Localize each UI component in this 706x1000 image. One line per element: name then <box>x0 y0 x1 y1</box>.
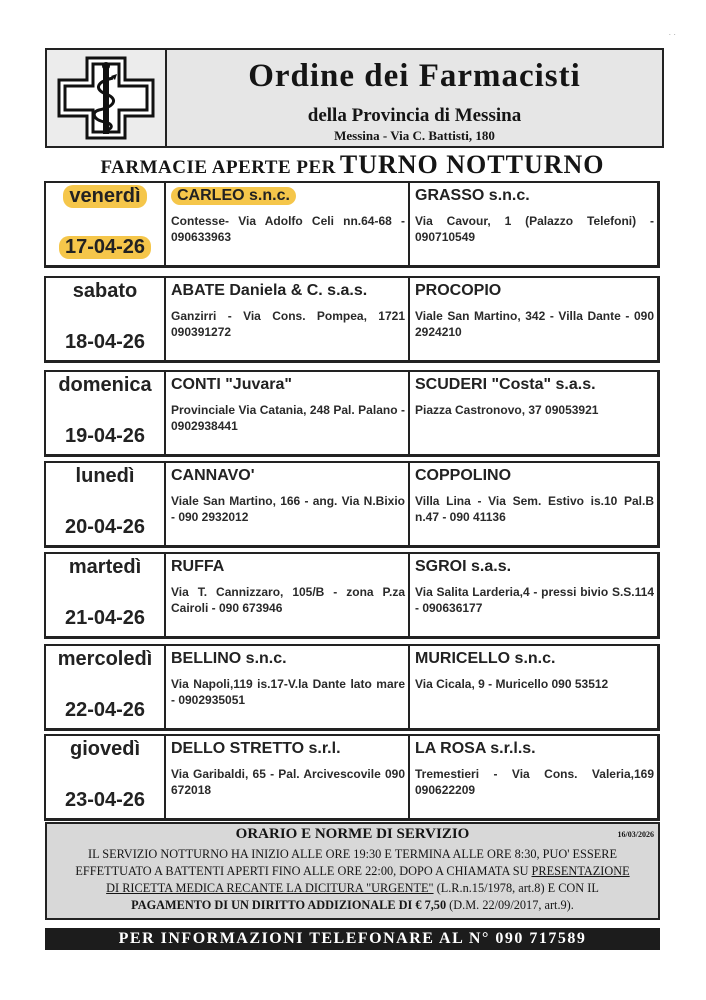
day-row <box>44 644 660 731</box>
heading-prefix: FARMACIE APERTE PER <box>100 157 336 178</box>
rules-date: 16/03/2026 <box>617 830 654 839</box>
day-name: domenica <box>58 374 152 396</box>
service-rules <box>45 822 660 920</box>
pharmacy-address: Provinciale Via Catania, 248 Pal. Palano - 0902938441 <box>171 403 405 433</box>
pharmacy-address: Viale San Martino, 342 - Villa Dante - 090 2924210 <box>415 309 654 339</box>
caduceus-cross-icon <box>47 50 165 146</box>
day-date: 18-04-26 <box>64 331 146 353</box>
pharmacy-cell <box>166 736 410 818</box>
pharmacy-name: PROCOPIO <box>415 282 502 299</box>
day-row <box>44 461 660 548</box>
pharmacy-cell <box>166 372 410 454</box>
day-row <box>44 552 660 639</box>
pharmacy-cell <box>410 278 657 360</box>
rules-text <box>51 846 654 914</box>
rules-title: ORARIO E NORME DI SERVIZIO <box>235 826 470 842</box>
day-row <box>44 181 660 268</box>
pharmacy-address: Via Cicala, 9 - Muricello 090 53512 <box>415 677 609 691</box>
rules-line-2a: EFFETTUATO A BATTENTI APERTI FINO ALLE ORE 22:00, DOPO A CHIAMATA SU <box>75 864 532 878</box>
pharmacy-cell <box>166 646 410 728</box>
pharmacy-cell <box>410 372 657 454</box>
day-cell <box>46 736 166 818</box>
pharmacy-name: SGROI s.a.s. <box>415 558 512 575</box>
pharmacy-cell <box>410 736 657 818</box>
day-cell <box>46 646 166 728</box>
page-title: Ordine dei Farmacisti <box>248 58 581 94</box>
pharmacy-cell <box>166 278 410 360</box>
pharmacy-name: COPPOLINO <box>415 467 512 484</box>
rules-line-4 <box>51 897 654 914</box>
pharmacy-name: SCUDERI "Costa" s.a.s. <box>415 376 596 393</box>
rules-line-4b: (D.M. 22/09/2017, art.9). <box>446 898 574 912</box>
day-date: 20-04-26 <box>64 516 146 538</box>
day-name: venerdì <box>46 185 164 208</box>
pharmacy-name: GRASSO s.n.c. <box>415 187 530 204</box>
info-phone-bar: PER INFORMAZIONI TELEFONARE AL N° 090 717589 <box>45 928 660 950</box>
day-date: 21-04-26 <box>64 607 146 629</box>
pharmacy-name: RUFFA <box>171 558 225 575</box>
pharmacy-name: BELLINO s.n.c. <box>171 650 287 667</box>
pharmacy-name: MURICELLO s.n.c. <box>415 650 556 667</box>
pharmacy-cell <box>410 646 657 728</box>
rules-line-3a: DI RICETTA MEDICA RECANTE LA DICITURA "URGENTE" <box>106 881 434 895</box>
pharmacy-name: CONTI "Juvara" <box>171 376 292 393</box>
logo <box>47 50 167 146</box>
day-row <box>44 276 660 363</box>
day-cell <box>46 372 166 454</box>
pharmacy-cell <box>410 463 657 545</box>
rules-line-3b: (L.R.n.15/1978, art.8) E CON IL <box>433 881 599 895</box>
day-cell <box>46 463 166 545</box>
pharmacy-address: Via Salita Larderia,4 - pressi bivio S.S.114 - 090636177 <box>415 585 654 615</box>
pharmacy-cell <box>166 463 410 545</box>
day-date: 23-04-26 <box>64 789 146 811</box>
page-subtitle: della Provincia di Messina <box>307 105 522 126</box>
day-name: martedì <box>68 556 142 578</box>
pharmacy-cell <box>166 554 410 636</box>
section-heading <box>45 150 660 180</box>
rules-line-2b: PRESENTAZIONE <box>531 864 630 878</box>
day-cell <box>46 183 166 265</box>
day-name: sabato <box>72 280 138 302</box>
day-row <box>44 370 660 457</box>
day-date: 22-04-26 <box>64 699 146 721</box>
rules-line-3 <box>51 880 654 897</box>
pharmacy-address: Villa Lina - Via Sem. Estivo is.10 Pal.B n.47 - 090 41136 <box>415 494 654 524</box>
pharmacy-cell <box>410 554 657 636</box>
pharmacy-address: Via Garibaldi, 65 - Pal. Arcivescovile 090 672018 <box>171 767 405 797</box>
pharmacy-address: Via T. Cannizzaro, 105/B - zona P.za Cairoli - 090 673946 <box>171 585 405 615</box>
day-cell <box>46 554 166 636</box>
pharmacy-address: Ganzirri - Via Cons. Pompea, 1721 090391272 <box>171 309 405 339</box>
address: Messina - Via C. Battisti, 180 <box>334 128 495 143</box>
pharmacy-address: Via Cavour, 1 (Palazzo Telefoni) - 090710549 <box>415 214 654 244</box>
pharmacy-address: Contesse- Via Adolfo Celi nn.64-68 - 090633963 <box>171 214 405 244</box>
rules-line-1: IL SERVIZIO NOTTURNO HA INIZIO ALLE ORE 19:30 E TERMINA ALLE ORE 8:30, PUO' ESSERE <box>88 847 617 861</box>
day-cell <box>46 278 166 360</box>
pharmacy-name: ABATE Daniela & C. s.a.s. <box>171 282 368 299</box>
day-date: 17-04-26 <box>46 236 164 259</box>
scan-mark: · · <box>668 30 676 39</box>
pharmacy-address: Via Napoli,119 is.17-V.la Dante lato mare - 0902935051 <box>171 677 405 707</box>
rules-line-4a: PAGAMENTO DI UN DIRITTO ADDIZIONALE DI € 7,50 <box>131 898 447 912</box>
day-date: 19-04-26 <box>64 425 146 447</box>
header <box>45 48 664 148</box>
day-name: mercoledì <box>57 648 153 670</box>
pharmacy-address: Viale San Martino, 166 - ang. Via N.Bixio - 090 2932012 <box>171 494 405 524</box>
heading-main: TURNO NOTTURNO <box>339 150 605 179</box>
day-name: lunedì <box>75 465 135 487</box>
pharmacy-name: LA ROSA s.r.l.s. <box>415 740 536 757</box>
pharmacy-name: CANNAVO' <box>171 467 255 484</box>
day-name: giovedì <box>69 738 140 760</box>
day-row <box>44 734 660 821</box>
rules-line-2 <box>51 863 654 880</box>
pharmacy-cell <box>410 183 657 265</box>
pharmacy-address: Piazza Castronovo, 37 09053921 <box>415 403 599 417</box>
pharmacy-cell <box>166 183 410 265</box>
pharmacy-address: Tremestieri - Via Cons. Valeria,169 090622209 <box>415 767 654 797</box>
pharmacy-name: CARLEO s.n.c. <box>171 187 296 205</box>
pharmacy-name: DELLO STRETTO s.r.l. <box>171 740 341 757</box>
